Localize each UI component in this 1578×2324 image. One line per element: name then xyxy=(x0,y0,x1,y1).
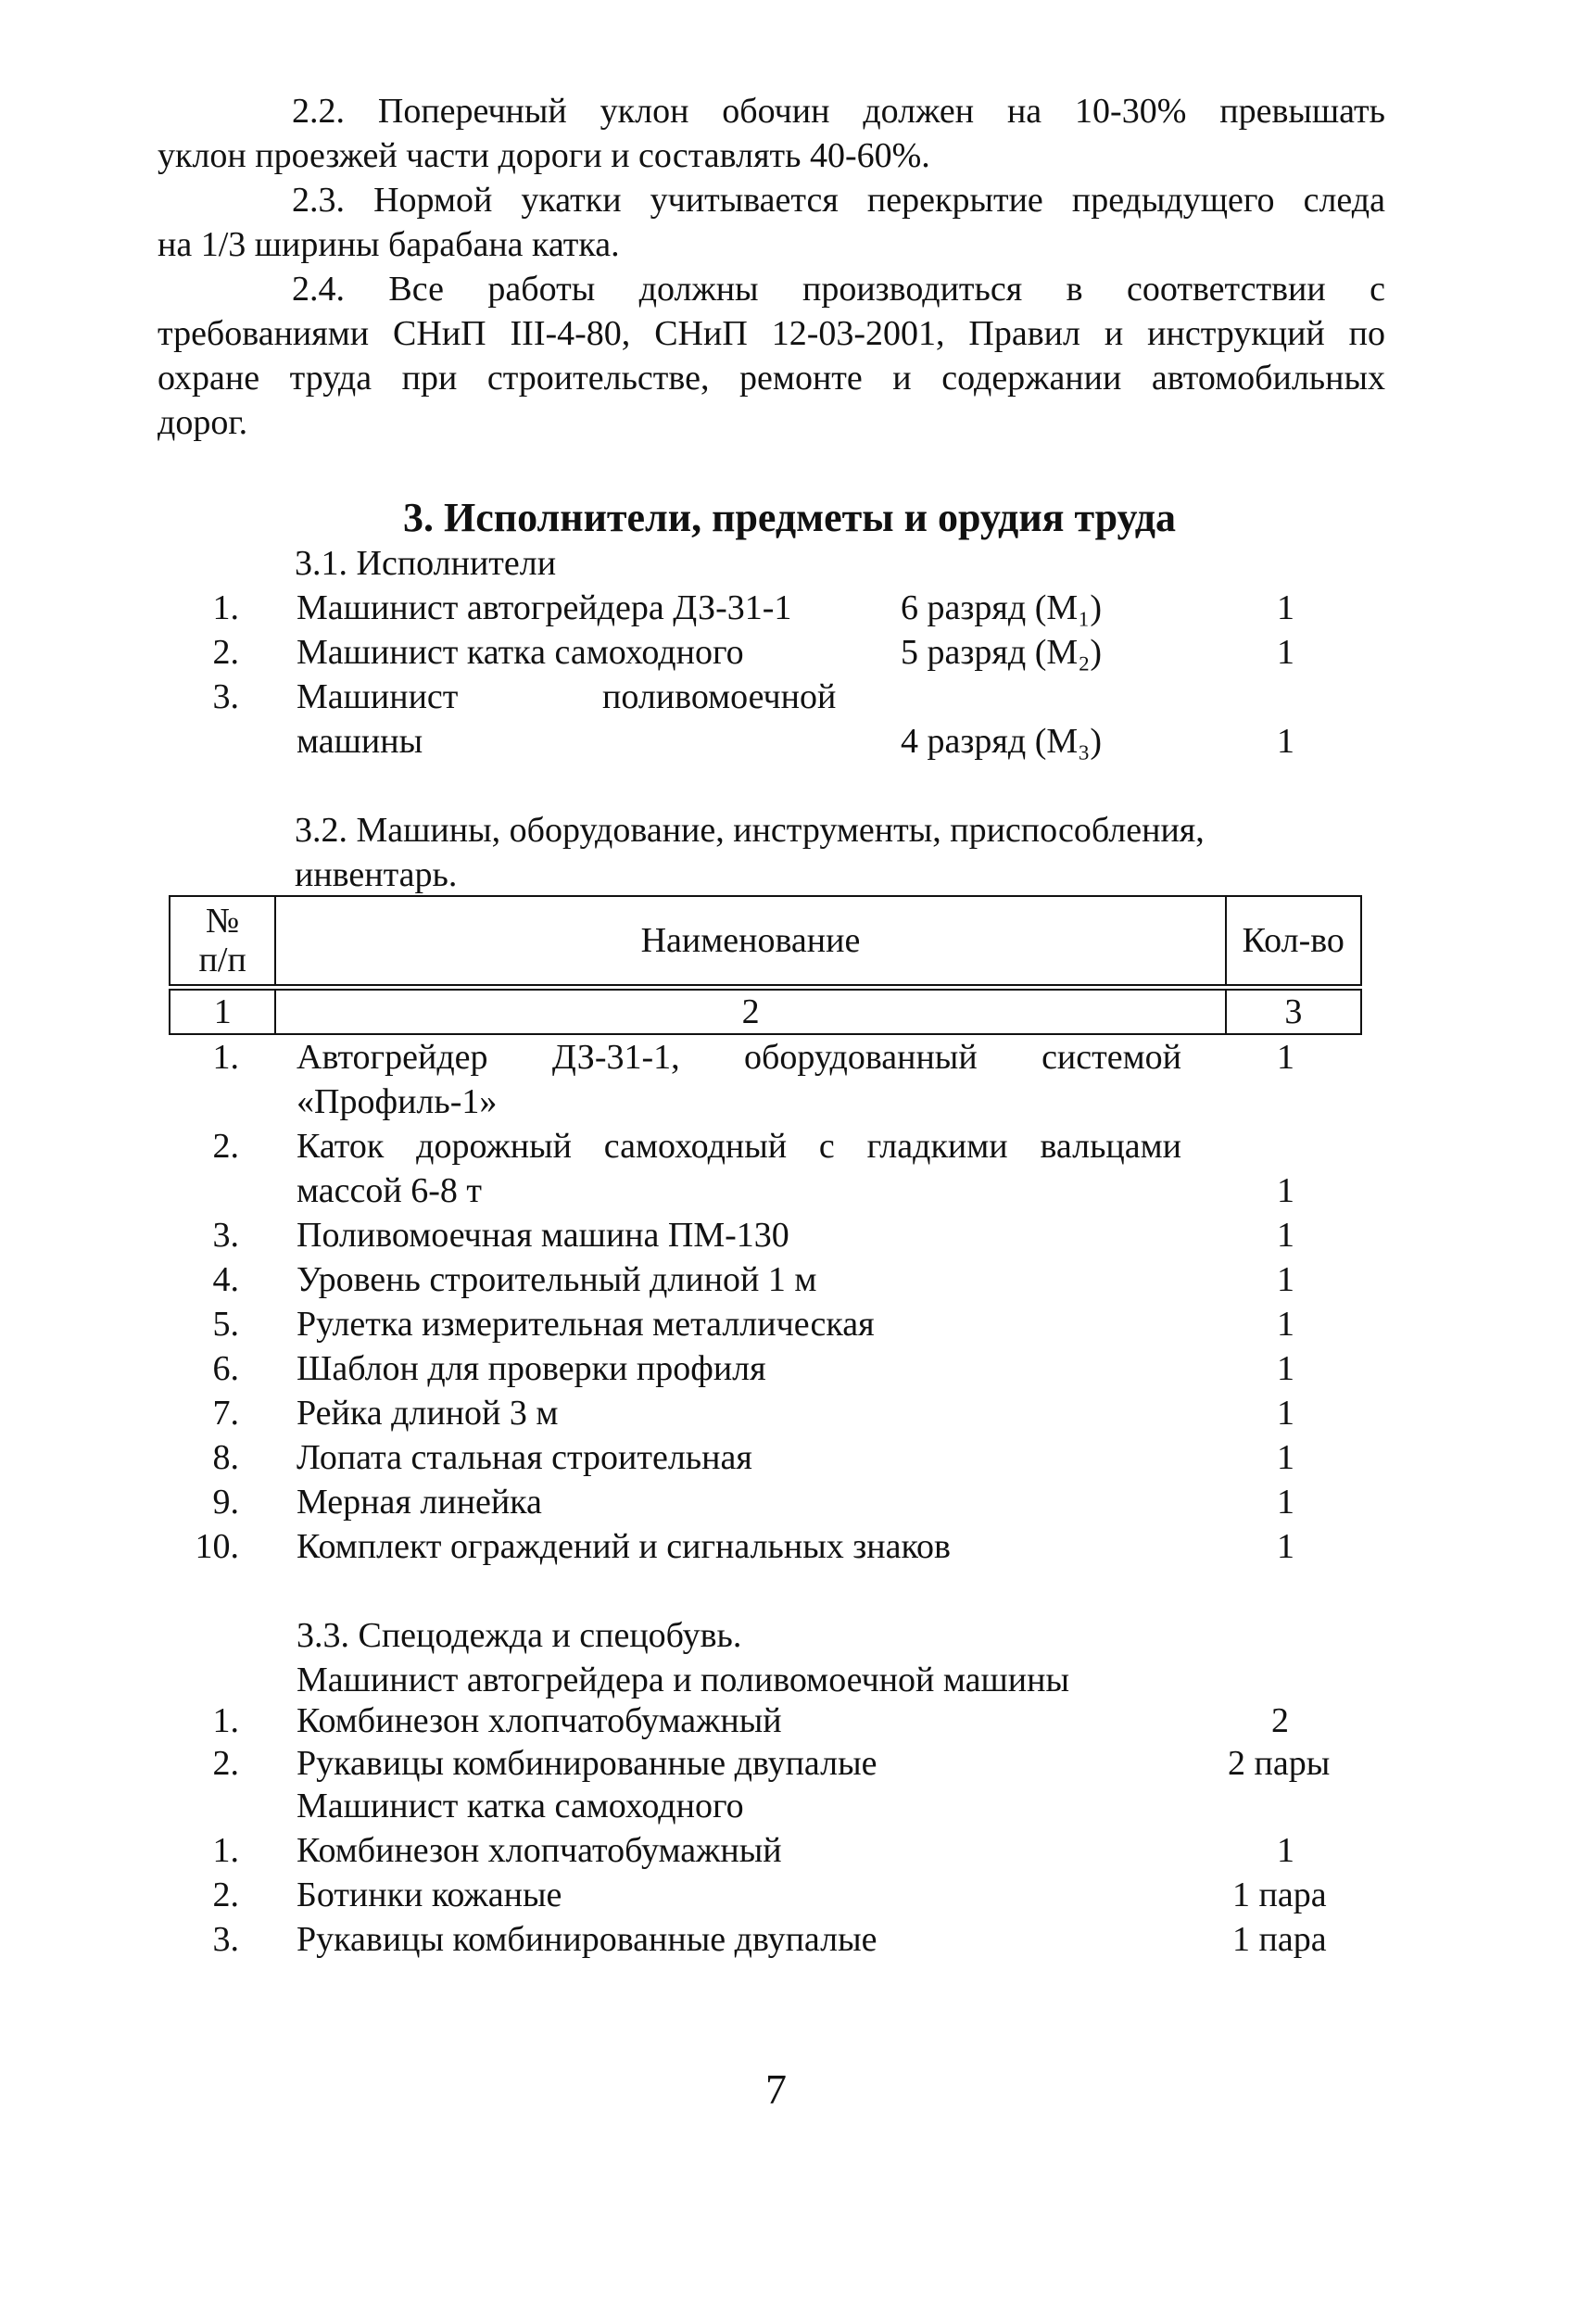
subsection-3-2-title-cont: инвентарь. xyxy=(295,855,458,894)
row-name: Поливомоечная машина ПМ-130 xyxy=(297,1216,789,1255)
performer-name-part: поливомоечной xyxy=(602,677,837,716)
row-number: 7. xyxy=(212,1394,239,1433)
row-name: Каток дорожный самоходный с гладкими вальцами xyxy=(297,1127,1181,1166)
performer-qty: 1 xyxy=(1277,588,1294,627)
text-line: охране труда при строительстве, ремонте и содержании автомобильных xyxy=(158,359,1385,398)
text-line: дорог. xyxy=(158,403,248,442)
row-name: Уровень строительный длиной 1 м xyxy=(297,1260,817,1299)
row-qty: 1 xyxy=(1277,1171,1294,1210)
performer-grade: 6 разряд (М₁) xyxy=(901,588,1103,627)
list-number: 1. xyxy=(212,1831,239,1870)
row-name: Рулетка измерительная металлическая xyxy=(297,1305,875,1344)
row-name: Рейка длиной 3 м xyxy=(297,1394,559,1433)
row-qty: 1 xyxy=(1277,1438,1294,1477)
item-qty: 2 пары xyxy=(1228,1744,1331,1783)
performer-name-part: Машинист xyxy=(297,677,459,716)
row-qty: 1 xyxy=(1277,1349,1294,1388)
performer-name-part: машины xyxy=(297,722,423,761)
list-number: 3. xyxy=(212,677,239,716)
list-number: 3. xyxy=(212,1920,239,1959)
row-number: 4. xyxy=(212,1260,239,1299)
list-number: 2. xyxy=(212,633,239,672)
column-number: 1 xyxy=(170,990,275,1034)
row-name: Комплект ограждений и сигнальных знаков xyxy=(297,1527,951,1566)
row-number: 2. xyxy=(212,1127,239,1166)
item-name: Комбинезон хлопчатобумажный xyxy=(297,1701,782,1740)
equipment-table-column-numbers xyxy=(169,989,1362,1035)
header-qty: Кол-во xyxy=(1226,896,1361,985)
equipment-table-header xyxy=(169,895,1362,986)
item-name: Ботинки кожаные xyxy=(297,1876,562,1914)
list-number: 1. xyxy=(212,588,239,627)
text-line: 2.3. Нормой укатки учитывается перекрытие предыдущего следа xyxy=(292,181,1385,220)
paragraph-2-2 xyxy=(158,89,1385,178)
item-name: Комбинезон хлопчатобумажный xyxy=(297,1831,782,1870)
row-name-cont: «Профиль-1» xyxy=(297,1082,498,1121)
subsection-3-2-title: 3.2. Машины, оборудование, инструменты, приспособления, xyxy=(295,811,1205,850)
row-number: 3. xyxy=(212,1216,239,1255)
row-name: Мерная линейка xyxy=(297,1483,542,1522)
row-qty: 1 xyxy=(1277,1483,1294,1522)
row-name: Лопата стальная строительная xyxy=(297,1438,752,1477)
row-qty: 1 xyxy=(1277,1260,1294,1299)
text-line: на 1/3 ширины барабана катка. xyxy=(158,225,620,264)
row-number: 10. xyxy=(195,1527,239,1566)
row-qty: 1 xyxy=(1277,1038,1294,1077)
item-name: Рукавицы комбинированные двупалые xyxy=(297,1920,877,1959)
performer-name: Машинист катка самоходного xyxy=(297,633,744,672)
row-qty: 1 xyxy=(1277,1216,1294,1255)
column-number: 2 xyxy=(275,990,1225,1034)
header-num-symbol: № xyxy=(206,902,240,941)
text-line: требованиями СНиП III-4-80, СНиП 12-03-2001, Правил и инструкций по xyxy=(158,314,1385,353)
text-line: 2.2. Поперечный уклон обочин должен на 10-30% превышать xyxy=(292,92,1385,131)
row-number: 5. xyxy=(212,1305,239,1344)
item-qty: 1 xyxy=(1277,1831,1294,1870)
paragraph-2-3 xyxy=(158,178,1385,267)
row-name: Шаблон для проверки профиля xyxy=(297,1349,766,1388)
text-line: 2.4. Все работы должны производиться в соответствии с xyxy=(292,270,1385,309)
subsection-3-1-title: 3.1. Исполнители xyxy=(295,544,557,583)
row-qty: 1 xyxy=(1277,1527,1294,1566)
list-number: 2. xyxy=(212,1744,239,1783)
item-name: Рукавицы комбинированные двупалые xyxy=(297,1744,877,1783)
row-number: 9. xyxy=(212,1483,239,1522)
item-qty: 2 xyxy=(1271,1701,1289,1740)
text-line: уклон проезжей части дороги и составлять 40-60%. xyxy=(158,136,930,175)
group-title: Машинист автогрейдера и поливомоечной машины xyxy=(297,1661,1069,1699)
item-qty: 1 пара xyxy=(1232,1920,1327,1959)
group-title: Машинист катка самоходного xyxy=(297,1787,744,1825)
header-num xyxy=(170,896,275,985)
list-number: 2. xyxy=(212,1876,239,1914)
row-number: 1. xyxy=(212,1038,239,1077)
performer-grade: 5 разряд (М₂) xyxy=(901,633,1103,672)
list-number: 1. xyxy=(212,1701,239,1740)
subsection-3-3-title: 3.3. Спецодежда и спецобувь. xyxy=(297,1616,742,1655)
row-number: 6. xyxy=(212,1349,239,1388)
row-qty: 1 xyxy=(1277,1394,1294,1433)
row-qty: 1 xyxy=(1277,1305,1294,1344)
performer-grade: 4 разряд (М₃) xyxy=(901,722,1103,761)
page-number: 7 xyxy=(765,2065,787,2113)
row-number: 8. xyxy=(212,1438,239,1477)
column-number: 3 xyxy=(1226,990,1361,1034)
performer-qty: 1 xyxy=(1277,722,1294,761)
paragraph-2-4 xyxy=(158,267,1385,445)
performer-name: Машинист автогрейдера ДЗ-31-1 xyxy=(297,588,792,627)
row-name-cont: массой 6-8 т xyxy=(297,1171,482,1210)
performer-qty: 1 xyxy=(1277,633,1294,672)
item-qty: 1 пара xyxy=(1232,1876,1327,1914)
section-3-title: 3. Исполнители, предметы и орудия труда xyxy=(403,495,1177,540)
header-num-label: п/п xyxy=(198,941,246,979)
header-name: Наименование xyxy=(275,896,1225,985)
row-name: Автогрейдер ДЗ-31-1, оборудованный системой xyxy=(297,1038,1181,1077)
